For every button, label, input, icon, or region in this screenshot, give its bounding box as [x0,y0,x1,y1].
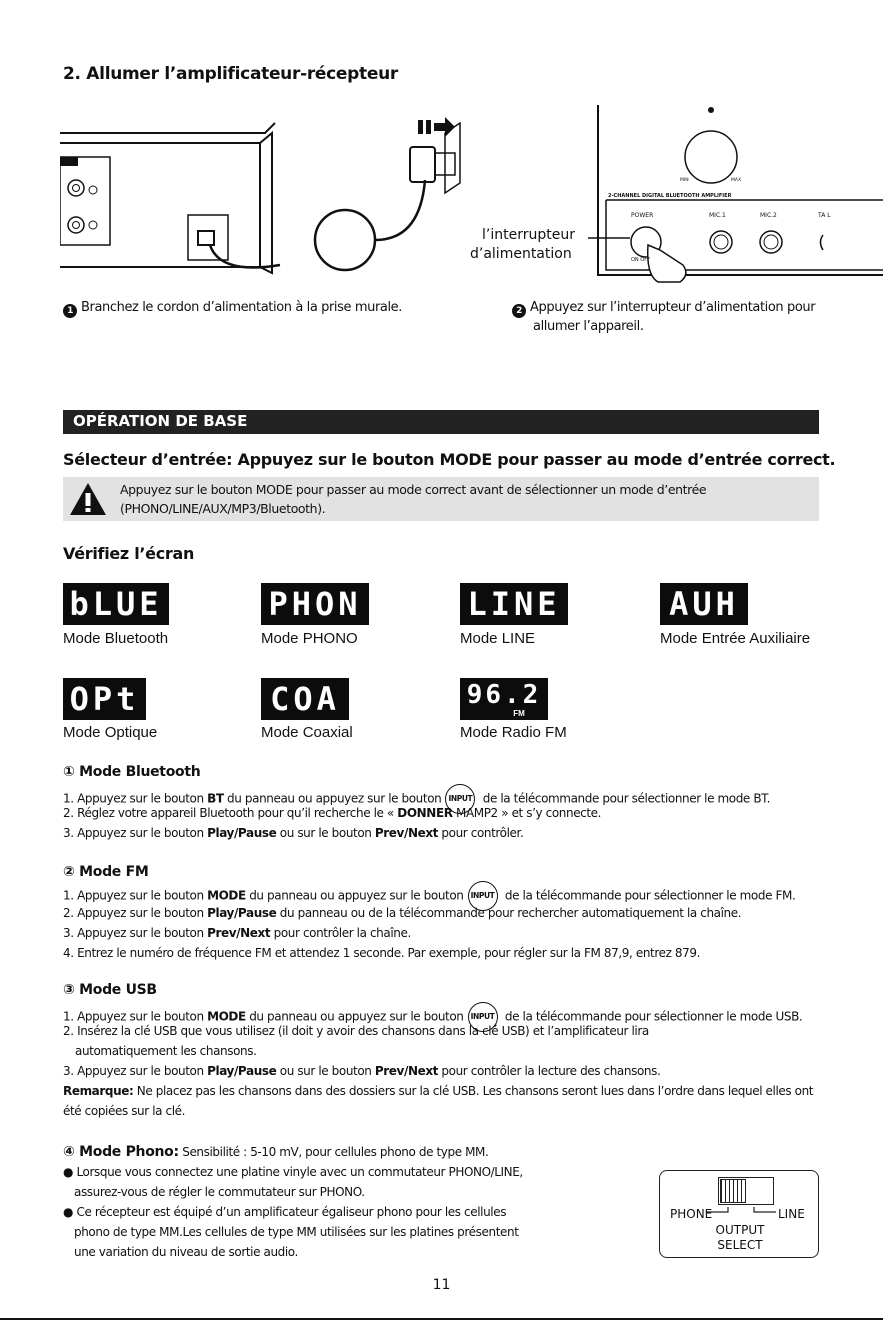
usb-remark2: été copiées sur la clé. [63,1104,186,1118]
switch-line-label: LINE [778,1207,805,1221]
usb-remark [63,1082,813,1101]
panel-onoff-label: ON OFF [631,257,650,263]
lcd-bluetooth [63,583,169,625]
usb-line2: 2. Insérez la clé USB que vous utilisez (il doit y avoir des chansons dans la clé USB) et l’amplificateur lira [63,1024,649,1038]
lcd-optical [63,678,146,720]
input-button-icon: INPUT [445,784,475,814]
text: du panneau ou appuyez sur le bouton [223,791,442,806]
panel-title: 2-CHANNEL DIGITAL BLUETOOTH AMPLIFIER [608,193,732,199]
lcd-text: AUH [669,585,739,623]
bold-text: Play/Pause [207,826,277,840]
callout-line1: l’interrupteur [482,227,575,243]
callout-line2: d’alimentation [470,246,572,262]
step-1 [63,298,402,318]
bottom-rule [0,1318,883,1320]
mode-label-fm: Mode Radio FM [460,724,567,741]
step-2-number: 2 [512,304,526,318]
fm-line3 [63,924,411,943]
text: de la télécommande pour sélectionner le mode USB. [501,1009,803,1024]
switch-output-label: OUTPUT [715,1223,765,1237]
step-1-text: Branchez le cordon d’alimentation à la prise murale. [81,300,402,315]
phono-heading-line [63,1143,488,1162]
input-button-icon: INPUT [468,881,498,911]
text: MAMP2 » et s’y connecte. [452,806,602,820]
usb-line2b: automatiquement les chansons. [75,1044,257,1058]
phono-bullet1a: ● Lorsque vous connectez une platine vinyle avec un commutateur PHONO/LINE, [63,1165,523,1179]
phono-bullet2c: une variation du niveau de sortie audio. [74,1245,298,1259]
text: de la télécommande pour sélectionner le mode BT. [479,791,771,806]
text: ou sur le bouton [276,826,375,840]
mode-label-bluetooth: Mode Bluetooth [63,630,169,647]
lcd-fm [460,678,548,720]
text: 3. Appuyez sur le bouton [63,926,208,940]
text: 3. Appuyez sur le bouton [63,826,208,840]
warning-line2: (PHONO/LINE/AUX/MP3/Bluetooth). [120,501,326,516]
screen-title: Vérifiez l’écran [63,544,195,563]
panel-mic2-label: MIC.2 [760,212,777,219]
panel-ta-label: TA L [818,212,831,219]
mode-label-line: Mode LINE [460,630,536,647]
warning-box [63,477,819,521]
input-button-icon: INPUT [468,1002,498,1032]
selector-title: Sélecteur d’entrée: Appuyez sur le bouton MODE pour passer au mode d’entrée correct. [63,450,836,469]
lcd-coaxial [261,678,349,720]
text: du panneau ou de la télécommande pour rechercher automatiquement la chaîne. [276,906,742,920]
panel-max-label: MAX [731,178,742,183]
lcd-text: 96.2 [466,679,542,710]
text: de la télécommande pour sélectionner le mode FM. [501,888,796,903]
bold-text: Prev/Next [374,826,439,840]
text: 2. Réglez votre appareil Bluetooth pour qu’il recherche le « [63,806,398,820]
text: du panneau ou appuyez sur le bouton [245,888,464,903]
text: ou sur le bouton [276,1064,375,1078]
lcd-text: LINE [467,585,561,623]
bt-line3 [63,824,523,843]
section-bar-title: OPÉRATION DE BASE [73,412,248,430]
text: 2. Appuyez sur le bouton [63,906,208,920]
mode-label-optical: Mode Optique [63,724,158,741]
section-bar [63,410,819,434]
warning-icon [69,481,107,517]
fm-line2 [63,904,741,923]
step-1-number: 1 [63,304,77,318]
mode-label-phono: Mode PHONO [261,630,358,647]
bold-text: MODE [207,888,246,903]
lcd-line [460,583,568,625]
text: pour contrôler la lecture des chansons. [438,1064,661,1078]
usb-heading: ③ Mode USB [63,982,157,998]
lcd-text: OPt [69,680,140,718]
bold-text: Prev/Next [374,1064,439,1078]
switch-leader-lines [706,1206,776,1218]
fm-heading: ② Mode FM [63,864,149,880]
bold-text: BT [207,791,224,806]
text: Ne placez pas les chansons dans des dossiers sur la clé USB. Les chansons seront lues dans l’ordre dans lequel elles ont [133,1084,814,1098]
output-select-switch [659,1170,819,1258]
page-number: 11 [432,1277,451,1293]
text: 3. Appuyez sur le bouton [63,1064,208,1078]
phono-bullet1b: assurez-vous de régler le commutateur sur PHONO. [74,1185,365,1199]
lcd-text: PHON [268,585,362,623]
panel-mic1-label: MIC.1 [709,212,726,219]
phono-heading: ④ Mode Phono: [63,1144,179,1160]
bold-text: Prev/Next [207,926,271,940]
usb-line3 [63,1062,660,1081]
warning-line1: Appuyez sur le bouton MODE pour passer au mode correct avant de sélectionner un mode d’entrée [120,482,707,497]
mode-label-coaxial: Mode Coaxial [261,724,353,741]
power-cord-illustration [60,105,480,295]
panel-power-label: POWER [631,212,654,219]
switch-phone-label: PHONE [670,1207,713,1221]
text: Sensibilité : 5-10 mV, pour cellules phono de type MM. [178,1145,489,1159]
text: 1. Appuyez sur le bouton [63,888,208,903]
switch-slider [720,1179,746,1203]
bold-text: MODE [207,1009,246,1024]
step-2 [512,298,815,318]
lcd-text: COA [270,680,340,718]
bt-heading: ① Mode Bluetooth [63,764,201,780]
switch-select-label: SELECT [717,1238,763,1252]
switch-caption [660,1223,820,1253]
text: du panneau ou appuyez sur le bouton [245,1009,464,1024]
phono-bullet2a: ● Ce récepteur est équipé d’un amplificateur égaliseur phono pour les cellules [63,1205,507,1219]
lcd-phono [261,583,369,625]
text: pour contrôler. [438,826,524,840]
bold-text: Play/Pause [207,906,277,920]
step-2-line2: allumer l’appareil. [533,319,644,334]
lcd-text: bLUE [69,585,163,623]
text: 1. Appuyez sur le bouton [63,791,208,806]
lcd-aux [660,583,748,625]
bold-text: Play/Pause [207,1064,277,1078]
bold-text: DONNER [397,806,453,820]
mode-label-aux: Mode Entrée Auxiliaire [660,630,811,647]
lcd-fm-sub: FM [513,708,525,718]
fm-line4: 4. Entrez le numéro de fréquence FM et attendez 1 seconde. Par exemple, pour régler sur la FM 87,9, entrez 879. [63,946,701,960]
bt-line2 [63,804,601,823]
remark-label: Remarque: [63,1084,134,1098]
text: 1. Appuyez sur le bouton [63,1009,208,1024]
phono-bullet2b: phono de type MM.Les cellules de type MM utilisées sur les platines présentent [74,1225,519,1239]
section-title: 2. Allumer l’amplificateur-récepteur [63,64,398,84]
text: pour contrôler la chaîne. [270,926,411,940]
panel-min-label: MIN [680,178,689,183]
step-2-text: Appuyez sur l’interrupteur d’alimentation pour [530,300,816,315]
